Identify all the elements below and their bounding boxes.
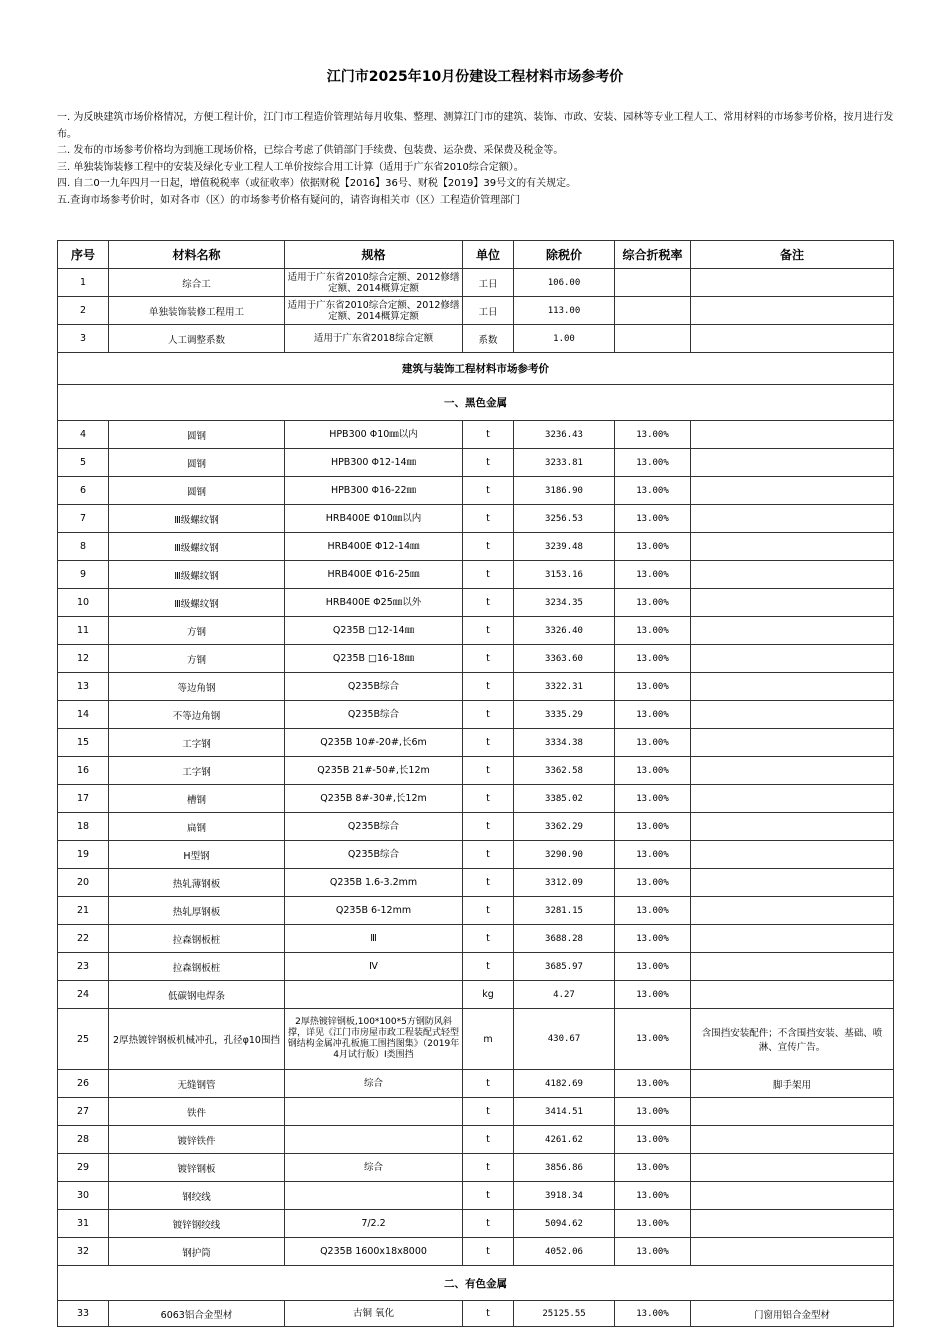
cell-remark — [691, 729, 894, 757]
cell-spec: 适用于广东省2018综合定额 — [285, 325, 463, 353]
cell-rate: 13.00% — [615, 505, 691, 533]
cell-spec: Q235B 10#-20#,长6m — [285, 729, 463, 757]
table-row — [58, 1301, 894, 1327]
section-row — [58, 353, 894, 385]
cell-spec: HRB400E Φ25㎜以外 — [285, 589, 463, 617]
cell-remark — [691, 421, 894, 449]
header-unit: 单位 — [463, 241, 514, 269]
table-row — [58, 757, 894, 785]
cell-unit: t — [463, 1301, 514, 1327]
cell-unit: t — [463, 1126, 514, 1154]
cell-unit: t — [463, 785, 514, 813]
cell-unit: t — [463, 953, 514, 981]
cell-rate: 13.00% — [615, 897, 691, 925]
cell-rate: 13.00% — [615, 1070, 691, 1098]
table-row — [58, 617, 894, 645]
cell-price: 3234.35 — [514, 589, 615, 617]
cell-name: 工字钢 — [109, 757, 285, 785]
cell-no: 8 — [58, 533, 109, 561]
cell-unit: t — [463, 673, 514, 701]
cell-rate: 13.00% — [615, 841, 691, 869]
table-row — [58, 1238, 894, 1266]
cell-name: 镀锌钢绞线 — [109, 1210, 285, 1238]
cell-remark — [691, 617, 894, 645]
cell-unit: t — [463, 1238, 514, 1266]
table-row — [58, 589, 894, 617]
cell-no: 30 — [58, 1182, 109, 1210]
cell-price: 3688.28 — [514, 925, 615, 953]
notes — [57, 110, 897, 209]
table-row — [58, 785, 894, 813]
cell-spec: 综合 — [285, 1070, 463, 1098]
cell-remark: 脚手架用 — [691, 1070, 894, 1098]
table-row — [58, 729, 894, 757]
cell-price: 3233.81 — [514, 449, 615, 477]
cell-remark — [691, 505, 894, 533]
cell-rate: 13.00% — [615, 533, 691, 561]
cell-unit: t — [463, 1154, 514, 1182]
cell-remark — [691, 981, 894, 1009]
cell-name: 扁钢 — [109, 813, 285, 841]
cell-name: 6063铝合金型材 — [109, 1301, 285, 1327]
cell-rate: 13.00% — [615, 701, 691, 729]
table-row — [58, 477, 894, 505]
table-row — [58, 1182, 894, 1210]
cell-no: 3 — [58, 325, 109, 353]
note-5: 五.查询市场参考价时，如对各市（区）的市场参考价格有疑问的，请咨询相关市（区）工程造价管理部门 — [57, 194, 521, 206]
cell-no: 15 — [58, 729, 109, 757]
table-row — [58, 1210, 894, 1238]
cell-remark — [691, 813, 894, 841]
cell-no: 7 — [58, 505, 109, 533]
table-row — [58, 645, 894, 673]
cell-spec: Ⅲ — [285, 925, 463, 953]
cell-spec: 适用于广东省2010综合定额、2012修缮定额、2014概算定额 — [285, 297, 463, 325]
note-2: 二. 发布的市场参考价格均为到施工现场价格，已综合考虑了供销部门手续费、包装费、运杂费、采保费及税金等。 — [57, 145, 564, 156]
cell-name: 槽钢 — [109, 785, 285, 813]
cell-rate: 13.00% — [615, 1154, 691, 1182]
cell-no: 4 — [58, 421, 109, 449]
cell-price: 4052.06 — [514, 1238, 615, 1266]
cell-price: 3856.86 — [514, 1154, 615, 1182]
cell-rate: 13.00% — [615, 785, 691, 813]
cell-rate: 13.00% — [615, 925, 691, 953]
table-row — [58, 1070, 894, 1098]
cell-spec: 综合 — [285, 1154, 463, 1182]
header-rate: 综合折税率 — [615, 241, 691, 269]
cell-rate — [615, 297, 691, 325]
cell-no: 18 — [58, 813, 109, 841]
cell-remark — [691, 645, 894, 673]
cell-remark — [691, 477, 894, 505]
table-row — [58, 925, 894, 953]
cell-unit: t — [463, 589, 514, 617]
cell-name: 热轧厚钢板 — [109, 897, 285, 925]
cell-price: 1.00 — [514, 325, 615, 353]
cell-price: 3685.97 — [514, 953, 615, 981]
header-no: 序号 — [58, 241, 109, 269]
cell-price: 3186.90 — [514, 477, 615, 505]
cell-name: H型钢 — [109, 841, 285, 869]
cell-name: 2厚热镀锌钢板机械冲孔，孔径φ10围挡 — [109, 1009, 285, 1070]
cell-price: 3236.43 — [514, 421, 615, 449]
cell-remark: 门窗用铝合金型材 — [691, 1301, 894, 1327]
cell-unit: kg — [463, 981, 514, 1009]
cell-rate: 13.00% — [615, 869, 691, 897]
cell-no: 5 — [58, 449, 109, 477]
cell-spec: HRB400E Φ10㎜以内 — [285, 505, 463, 533]
cell-no: 14 — [58, 701, 109, 729]
table-row — [58, 505, 894, 533]
cell-remark — [691, 269, 894, 297]
header-price: 除税价 — [514, 241, 615, 269]
cell-name: 无缝钢管 — [109, 1070, 285, 1098]
cell-remark — [691, 325, 894, 353]
cell-unit: t — [463, 1182, 514, 1210]
cell-no: 10 — [58, 589, 109, 617]
table-row — [58, 1098, 894, 1126]
cell-unit: t — [463, 841, 514, 869]
cell-rate: 13.00% — [615, 1210, 691, 1238]
cell-no: 24 — [58, 981, 109, 1009]
cell-rate: 13.00% — [615, 421, 691, 449]
cell-spec: HPB300 Φ10㎜以内 — [285, 421, 463, 449]
cell-spec — [285, 1182, 463, 1210]
section-title: 一、黑色金属 — [58, 385, 894, 421]
cell-remark — [691, 1154, 894, 1182]
cell-name: Ⅲ级螺纹钢 — [109, 533, 285, 561]
cell-unit: t — [463, 449, 514, 477]
cell-price: 3290.90 — [514, 841, 615, 869]
cell-spec: Q235B综合 — [285, 701, 463, 729]
cell-spec: 7/2.2 — [285, 1210, 463, 1238]
cell-remark — [691, 757, 894, 785]
price-table — [57, 240, 894, 1327]
table-row — [58, 869, 894, 897]
cell-unit: t — [463, 701, 514, 729]
cell-no: 2 — [58, 297, 109, 325]
cell-spec: Q235B综合 — [285, 841, 463, 869]
cell-spec — [285, 1098, 463, 1126]
cell-unit: t — [463, 477, 514, 505]
cell-name: Ⅲ级螺纹钢 — [109, 561, 285, 589]
table-row — [58, 421, 894, 449]
table-row — [58, 841, 894, 869]
cell-price: 3363.60 — [514, 645, 615, 673]
table-row — [58, 449, 894, 477]
cell-unit: t — [463, 897, 514, 925]
cell-unit: t — [463, 813, 514, 841]
cell-spec: Q235B 8#-30#,长12m — [285, 785, 463, 813]
cell-remark — [691, 673, 894, 701]
cell-price: 3239.48 — [514, 533, 615, 561]
header-spec: 规格 — [285, 241, 463, 269]
cell-rate: 13.00% — [615, 1301, 691, 1327]
table-row — [58, 1126, 894, 1154]
table-row — [58, 673, 894, 701]
cell-rate: 13.00% — [615, 813, 691, 841]
cell-name: 圆钢 — [109, 477, 285, 505]
cell-no: 22 — [58, 925, 109, 953]
cell-name: 拉森钢板桩 — [109, 925, 285, 953]
cell-price: 4.27 — [514, 981, 615, 1009]
cell-price: 5094.62 — [514, 1210, 615, 1238]
cell-remark — [691, 449, 894, 477]
table-row — [58, 701, 894, 729]
cell-name: 不等边角钢 — [109, 701, 285, 729]
cell-no: 6 — [58, 477, 109, 505]
cell-spec: Q235B综合 — [285, 673, 463, 701]
cell-price: 3362.29 — [514, 813, 615, 841]
cell-spec: HRB400E Φ12-14㎜ — [285, 533, 463, 561]
header-remark: 备注 — [691, 241, 894, 269]
cell-rate: 13.00% — [615, 589, 691, 617]
section-row — [58, 385, 894, 421]
cell-remark — [691, 1182, 894, 1210]
section-title: 二、有色金属 — [58, 1266, 894, 1301]
cell-remark — [691, 1098, 894, 1126]
cell-name: Ⅲ级螺纹钢 — [109, 505, 285, 533]
cell-unit: t — [463, 1210, 514, 1238]
cell-remark — [691, 297, 894, 325]
cell-name: 镀锌钢板 — [109, 1154, 285, 1182]
header-name: 材料名称 — [109, 241, 285, 269]
cell-price: 3334.38 — [514, 729, 615, 757]
cell-remark — [691, 869, 894, 897]
cell-rate: 13.00% — [615, 561, 691, 589]
cell-rate: 13.00% — [615, 449, 691, 477]
table-row — [58, 1154, 894, 1182]
cell-no: 32 — [58, 1238, 109, 1266]
table-row — [58, 297, 894, 325]
cell-remark — [691, 589, 894, 617]
cell-unit: t — [463, 505, 514, 533]
cell-name: 方钢 — [109, 617, 285, 645]
note-1: 一. 为反映建筑市场价格情况，方便工程计价，江门市工程造价管理站每月收集、整理、测算江门市的建筑、装饰、市政、安装、园林等专业工程人工、常用材料的市场参考价格，按月进行发布。 — [57, 112, 894, 140]
table-header-row — [58, 241, 894, 269]
cell-name: 钢绞线 — [109, 1182, 285, 1210]
cell-no: 28 — [58, 1126, 109, 1154]
cell-no: 26 — [58, 1070, 109, 1098]
cell-no: 27 — [58, 1098, 109, 1126]
cell-spec: Q235B □16-18㎜ — [285, 645, 463, 673]
table-row — [58, 1009, 894, 1070]
cell-price: 3312.09 — [514, 869, 615, 897]
cell-name: 热轧薄钢板 — [109, 869, 285, 897]
cell-no: 12 — [58, 645, 109, 673]
cell-price: 3362.58 — [514, 757, 615, 785]
cell-spec: Q235B 21#-50#,长12m — [285, 757, 463, 785]
cell-price: 113.00 — [514, 297, 615, 325]
page-title: 江门市2025年10月份建设工程材料市场参考价 — [326, 69, 624, 85]
cell-remark — [691, 925, 894, 953]
table-row — [58, 561, 894, 589]
cell-name: 人工调整系数 — [109, 325, 285, 353]
cell-price: 3335.29 — [514, 701, 615, 729]
cell-unit: t — [463, 645, 514, 673]
note-4: 四. 自二0一九年四月一日起，增值税税率（或征收率）依据财税【2016】36号、财税【2019】39号文的有关规定。 — [57, 178, 577, 189]
cell-price: 3281.15 — [514, 897, 615, 925]
cell-no: 31 — [58, 1210, 109, 1238]
cell-spec: 适用于广东省2010综合定额、2012修缮定额、2014概算定额 — [285, 269, 463, 297]
cell-name: 圆钢 — [109, 449, 285, 477]
cell-rate: 13.00% — [615, 981, 691, 1009]
cell-name: 单独装饰装修工程用工 — [109, 297, 285, 325]
cell-name: 圆钢 — [109, 421, 285, 449]
table-row — [58, 953, 894, 981]
cell-remark — [691, 1210, 894, 1238]
table-row — [58, 269, 894, 297]
cell-price: 430.67 — [514, 1009, 615, 1070]
cell-remark — [691, 953, 894, 981]
cell-no: 11 — [58, 617, 109, 645]
cell-spec — [285, 1126, 463, 1154]
cell-unit: t — [463, 617, 514, 645]
cell-remark — [691, 841, 894, 869]
cell-rate — [615, 325, 691, 353]
cell-spec: Q235B 1.6-3.2mm — [285, 869, 463, 897]
cell-rate: 13.00% — [615, 673, 691, 701]
cell-rate: 13.00% — [615, 757, 691, 785]
cell-unit: 工日 — [463, 269, 514, 297]
cell-spec — [285, 981, 463, 1009]
cell-unit: t — [463, 757, 514, 785]
cell-rate: 13.00% — [615, 1126, 691, 1154]
cell-unit: t — [463, 1070, 514, 1098]
cell-name: 拉森钢板桩 — [109, 953, 285, 981]
cell-price: 25125.55 — [514, 1301, 615, 1327]
cell-name: 综合工 — [109, 269, 285, 297]
cell-price: 3256.53 — [514, 505, 615, 533]
cell-no: 13 — [58, 673, 109, 701]
cell-rate: 13.00% — [615, 1009, 691, 1070]
cell-rate: 13.00% — [615, 1238, 691, 1266]
cell-remark — [691, 785, 894, 813]
cell-rate: 13.00% — [615, 729, 691, 757]
cell-no: 9 — [58, 561, 109, 589]
cell-unit: 系数 — [463, 325, 514, 353]
cell-rate: 13.00% — [615, 1182, 691, 1210]
cell-spec: HPB300 Φ16-22㎜ — [285, 477, 463, 505]
cell-no: 20 — [58, 869, 109, 897]
cell-unit: t — [463, 869, 514, 897]
cell-rate: 13.00% — [615, 477, 691, 505]
cell-rate: 13.00% — [615, 617, 691, 645]
cell-price: 3322.31 — [514, 673, 615, 701]
cell-rate: 13.00% — [615, 953, 691, 981]
section-title: 建筑与装饰工程材料市场参考价 — [58, 353, 894, 385]
cell-remark — [691, 701, 894, 729]
cell-remark — [691, 1126, 894, 1154]
table-row — [58, 813, 894, 841]
cell-unit: t — [463, 561, 514, 589]
cell-spec: HPB300 Φ12-14㎜ — [285, 449, 463, 477]
cell-rate: 13.00% — [615, 645, 691, 673]
cell-price: 3153.16 — [514, 561, 615, 589]
cell-unit: t — [463, 421, 514, 449]
cell-spec: Ⅳ — [285, 953, 463, 981]
cell-remark: 含围挡安装配件；不含围挡安装、基础、喷淋、宣传广告。 — [691, 1009, 894, 1070]
cell-rate: 13.00% — [615, 1098, 691, 1126]
cell-spec: 2厚热镀锌钢板,100*100*5方钢防风斜撑，详见《江门市房屋市政工程装配式轻型钢结构金属冲孔板施工围挡图集》（2019年4月试行版）Ⅰ类围挡 — [285, 1009, 463, 1070]
cell-price: 3385.02 — [514, 785, 615, 813]
cell-price: 106.00 — [514, 269, 615, 297]
cell-no: 25 — [58, 1009, 109, 1070]
section-row — [58, 1266, 894, 1301]
cell-no: 1 — [58, 269, 109, 297]
cell-no: 17 — [58, 785, 109, 813]
cell-no: 21 — [58, 897, 109, 925]
cell-price: 3918.34 — [514, 1182, 615, 1210]
cell-name: 低碳钢电焊条 — [109, 981, 285, 1009]
cell-unit: 工日 — [463, 297, 514, 325]
cell-remark — [691, 897, 894, 925]
table-row — [58, 981, 894, 1009]
table-row — [58, 325, 894, 353]
note-3: 三. 单独装饰装修工程中的安装及绿化专业工程人工单价按综合用工计算（适用于广东省2010综合定额）。 — [57, 161, 524, 173]
cell-unit: m — [463, 1009, 514, 1070]
cell-rate — [615, 269, 691, 297]
cell-remark — [691, 533, 894, 561]
cell-name: 工字钢 — [109, 729, 285, 757]
cell-unit: t — [463, 729, 514, 757]
cell-price: 4182.69 — [514, 1070, 615, 1098]
cell-no: 23 — [58, 953, 109, 981]
table-row — [58, 533, 894, 561]
cell-no: 29 — [58, 1154, 109, 1182]
cell-name: 方钢 — [109, 645, 285, 673]
table-row — [58, 897, 894, 925]
cell-price: 4261.62 — [514, 1126, 615, 1154]
cell-no: 19 — [58, 841, 109, 869]
cell-unit: t — [463, 1098, 514, 1126]
cell-name: 钢护筒 — [109, 1238, 285, 1266]
cell-spec: Q235B综合 — [285, 813, 463, 841]
cell-remark — [691, 1238, 894, 1266]
cell-no: 33 — [58, 1301, 109, 1327]
cell-name: 等边角钢 — [109, 673, 285, 701]
cell-no: 16 — [58, 757, 109, 785]
cell-spec: Q235B □12-14㎜ — [285, 617, 463, 645]
cell-unit: t — [463, 925, 514, 953]
cell-spec: Q235B 6-12mm — [285, 897, 463, 925]
cell-price: 3326.40 — [514, 617, 615, 645]
cell-name: 镀锌铁件 — [109, 1126, 285, 1154]
cell-spec: HRB400E Φ16-25㎜ — [285, 561, 463, 589]
cell-unit: t — [463, 533, 514, 561]
cell-name: Ⅲ级螺纹钢 — [109, 589, 285, 617]
cell-spec: 古铜 氧化 — [285, 1301, 463, 1327]
cell-price: 3414.51 — [514, 1098, 615, 1126]
cell-name: 铁件 — [109, 1098, 285, 1126]
cell-remark — [691, 561, 894, 589]
cell-spec: Q235B 1600x18x8000 — [285, 1238, 463, 1266]
